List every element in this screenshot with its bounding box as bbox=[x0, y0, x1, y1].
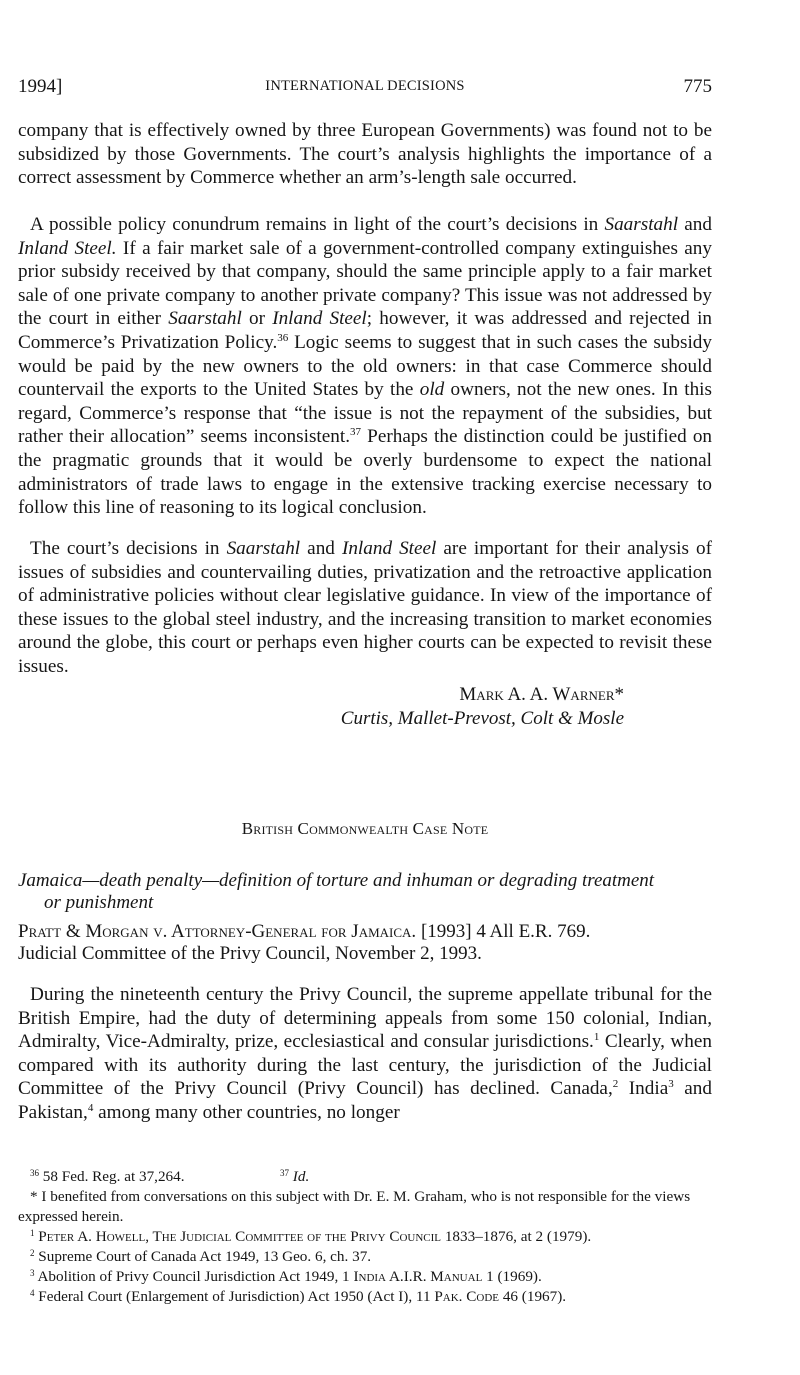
footnote-mark: 3 bbox=[30, 1268, 35, 1278]
text-run: owners, not the new ones. In this regard, Commerce’s response that “the issue is not the repayment of the subsidies, but rather their allocation” seems inconsistent. bbox=[18, 379, 712, 448]
text-run: During the nineteenth century the Privy Council, the supreme appellate tribunal for the British Empire, had the duty of determining appeals from some 150 colonial, Indian, Admiralty, Vice-Admiralty, prize, ecclesiastical and consular jurisdictions. bbox=[18, 984, 712, 1053]
footnote-ref[interactable]: 2 bbox=[612, 1078, 619, 1091]
text-run: and Pakistan, bbox=[18, 1078, 712, 1123]
case-name-italic: Saarstahl bbox=[604, 214, 679, 235]
volume-year: 1994] bbox=[18, 76, 63, 97]
author-affiliation: Curtis, Mallet-Prevost, Colt & Mosle bbox=[340, 708, 624, 729]
footnote-4 bbox=[18, 1287, 712, 1307]
footnote-ref[interactable]: 4 bbox=[87, 1101, 94, 1114]
footnote-text: Abolition of Privy Council Jurisdiction Act 1949, 1 bbox=[34, 1268, 354, 1285]
article2-paragraph-1 bbox=[18, 983, 712, 1125]
case-name: Pratt & Morgan v. Attorney-General for Jamaica. bbox=[18, 921, 417, 942]
text-run: are important for their analysis of issues of subsidies and countervailing duties, privatization and the retroactive application of administrative policies without clear legislative guidance. In view of the importance of these issues to the global steel industry, and the increasing transition to market economies around the globe, this court or perhaps even higher courts can be expected to revisit these issues. bbox=[18, 538, 712, 677]
journal-section-title: INTERNATIONAL DECISIONS bbox=[265, 78, 465, 94]
court-and-date: Judicial Committee of the Privy Council, November 2, 1993. bbox=[18, 943, 482, 964]
footnote-2 bbox=[18, 1247, 712, 1267]
text-run: India bbox=[618, 1078, 669, 1100]
footnote-source-title: Peter A. Howell, The Judicial Committee of the Privy Council bbox=[38, 1228, 442, 1245]
case-name-italic: Inland Steel. bbox=[18, 237, 117, 259]
case-name-italic: Saarstahl bbox=[226, 538, 301, 559]
footnote-text: Federal Court (Enlargement of Jurisdiction) Act 1950 (Act I), 11 bbox=[34, 1288, 435, 1305]
text-run: Logic seems to suggest that in such cases the subsidy would be paid by the new owners to the old owners: in that case Commerce should countervail the exports to the United States by the bbox=[18, 331, 712, 401]
text-run: Clearly, when compared with its authority during the last century, the jurisdiction of the Judicial Committee of the Privy Council (Privy Council) has declined. Canada, bbox=[18, 1031, 712, 1100]
footnote-36 bbox=[30, 1167, 185, 1187]
footnote-ref[interactable]: 3 bbox=[668, 1078, 674, 1091]
running-head bbox=[18, 76, 712, 100]
article1-paragraph-3 bbox=[18, 537, 712, 679]
footnote-36-37 bbox=[18, 1167, 712, 1187]
author-signature bbox=[341, 683, 624, 731]
case-topic-line: or punishment bbox=[44, 892, 154, 913]
footnote-source-title: Pak. Code bbox=[434, 1288, 500, 1305]
footnote-text: 58 Fed. Reg. at 37,264. bbox=[39, 1168, 185, 1185]
footnote-mark: 37 bbox=[280, 1168, 289, 1178]
text-run: Perhaps the distinction could be justified on the pragmatic grounds that it would be overly burdensome to expect the national administrators of trade laws to engage in the extensive tracking exercise necessary to follow this line of reasoning to its logical conclusion. bbox=[18, 426, 713, 519]
footnote-text: 46 (1967). bbox=[499, 1288, 567, 1305]
footnote-mark: 2 bbox=[30, 1248, 35, 1258]
case-topic bbox=[18, 870, 712, 914]
case-name-italic: Inland Steel bbox=[341, 538, 437, 559]
reporter-citation: [1993] 4 All E.R. 769. bbox=[416, 921, 591, 942]
footnote-ref[interactable]: 1 bbox=[593, 1031, 600, 1044]
footnote-text: 1 (1969). bbox=[482, 1268, 542, 1285]
footnote-mark: 1 bbox=[30, 1228, 35, 1238]
text-run: A possible policy conundrum remains in light of the court’s decisions in bbox=[30, 214, 605, 235]
footnote-1 bbox=[18, 1227, 712, 1247]
text-run: or bbox=[241, 308, 273, 330]
text-run: and bbox=[678, 214, 712, 235]
footnote-text: 1833–1876, at 2 (1979). bbox=[441, 1228, 592, 1245]
text-run: among many other countries, no longer bbox=[93, 1101, 400, 1123]
footnote-star: * I benefited from conversations on this subject with Dr. E. M. Graham, who is not responsible for the views expressed herein. bbox=[18, 1188, 691, 1225]
article1-paragraph-1 bbox=[18, 119, 712, 190]
footnote-mark: 36 bbox=[30, 1168, 39, 1178]
article1-paragraph-2 bbox=[18, 213, 712, 520]
footnote-source-title: India A.I.R. Manual bbox=[353, 1268, 483, 1285]
footnote-ref[interactable]: 37 bbox=[350, 426, 361, 439]
section-heading: British Commonwealth Case Note bbox=[241, 819, 489, 838]
case-citation bbox=[18, 921, 712, 965]
page-number: 775 bbox=[683, 76, 712, 97]
text-run: If a fair market sale of a government-controlled company extinguishes any prior subsidy received by that company, should the same principle apply to a fair market sale of one private company to another private company? This issue was not addressed by the court in either bbox=[18, 237, 712, 330]
footnote-3 bbox=[18, 1267, 712, 1287]
footnote-text: Supreme Court of Canada Act 1949, 13 Geo. 6, ch. 37. bbox=[34, 1248, 372, 1265]
footnotes bbox=[18, 1167, 712, 1307]
text-run: The court’s decisions in bbox=[30, 538, 227, 559]
text-run: and bbox=[300, 538, 342, 559]
text-run: ; however, it was addressed and rejected in Commerce’s Privatization Policy. bbox=[18, 308, 713, 353]
case-name-italic: Inland Steel bbox=[272, 308, 367, 330]
footnote-mark: 4 bbox=[30, 1288, 35, 1298]
case-topic-line: Jamaica—death penalty—definition of torture and inhuman or degrading treatment bbox=[18, 870, 655, 891]
footnote-37 bbox=[280, 1167, 309, 1187]
footnote-ref[interactable]: 36 bbox=[277, 331, 289, 344]
case-name-italic: Saarstahl bbox=[168, 308, 242, 330]
author-name: Mark A. A. Warner* bbox=[459, 684, 624, 705]
paragraph-text: company that is effectively owned by three European Governments) was found not to be subsidized by those Governments. The court’s analysis highlights the importance of a correct assessment by Commerce whether an arm’s-length sale occurred. bbox=[18, 120, 712, 189]
emphasis-italic: old bbox=[419, 379, 445, 401]
footnote-text: Id. bbox=[292, 1168, 310, 1185]
